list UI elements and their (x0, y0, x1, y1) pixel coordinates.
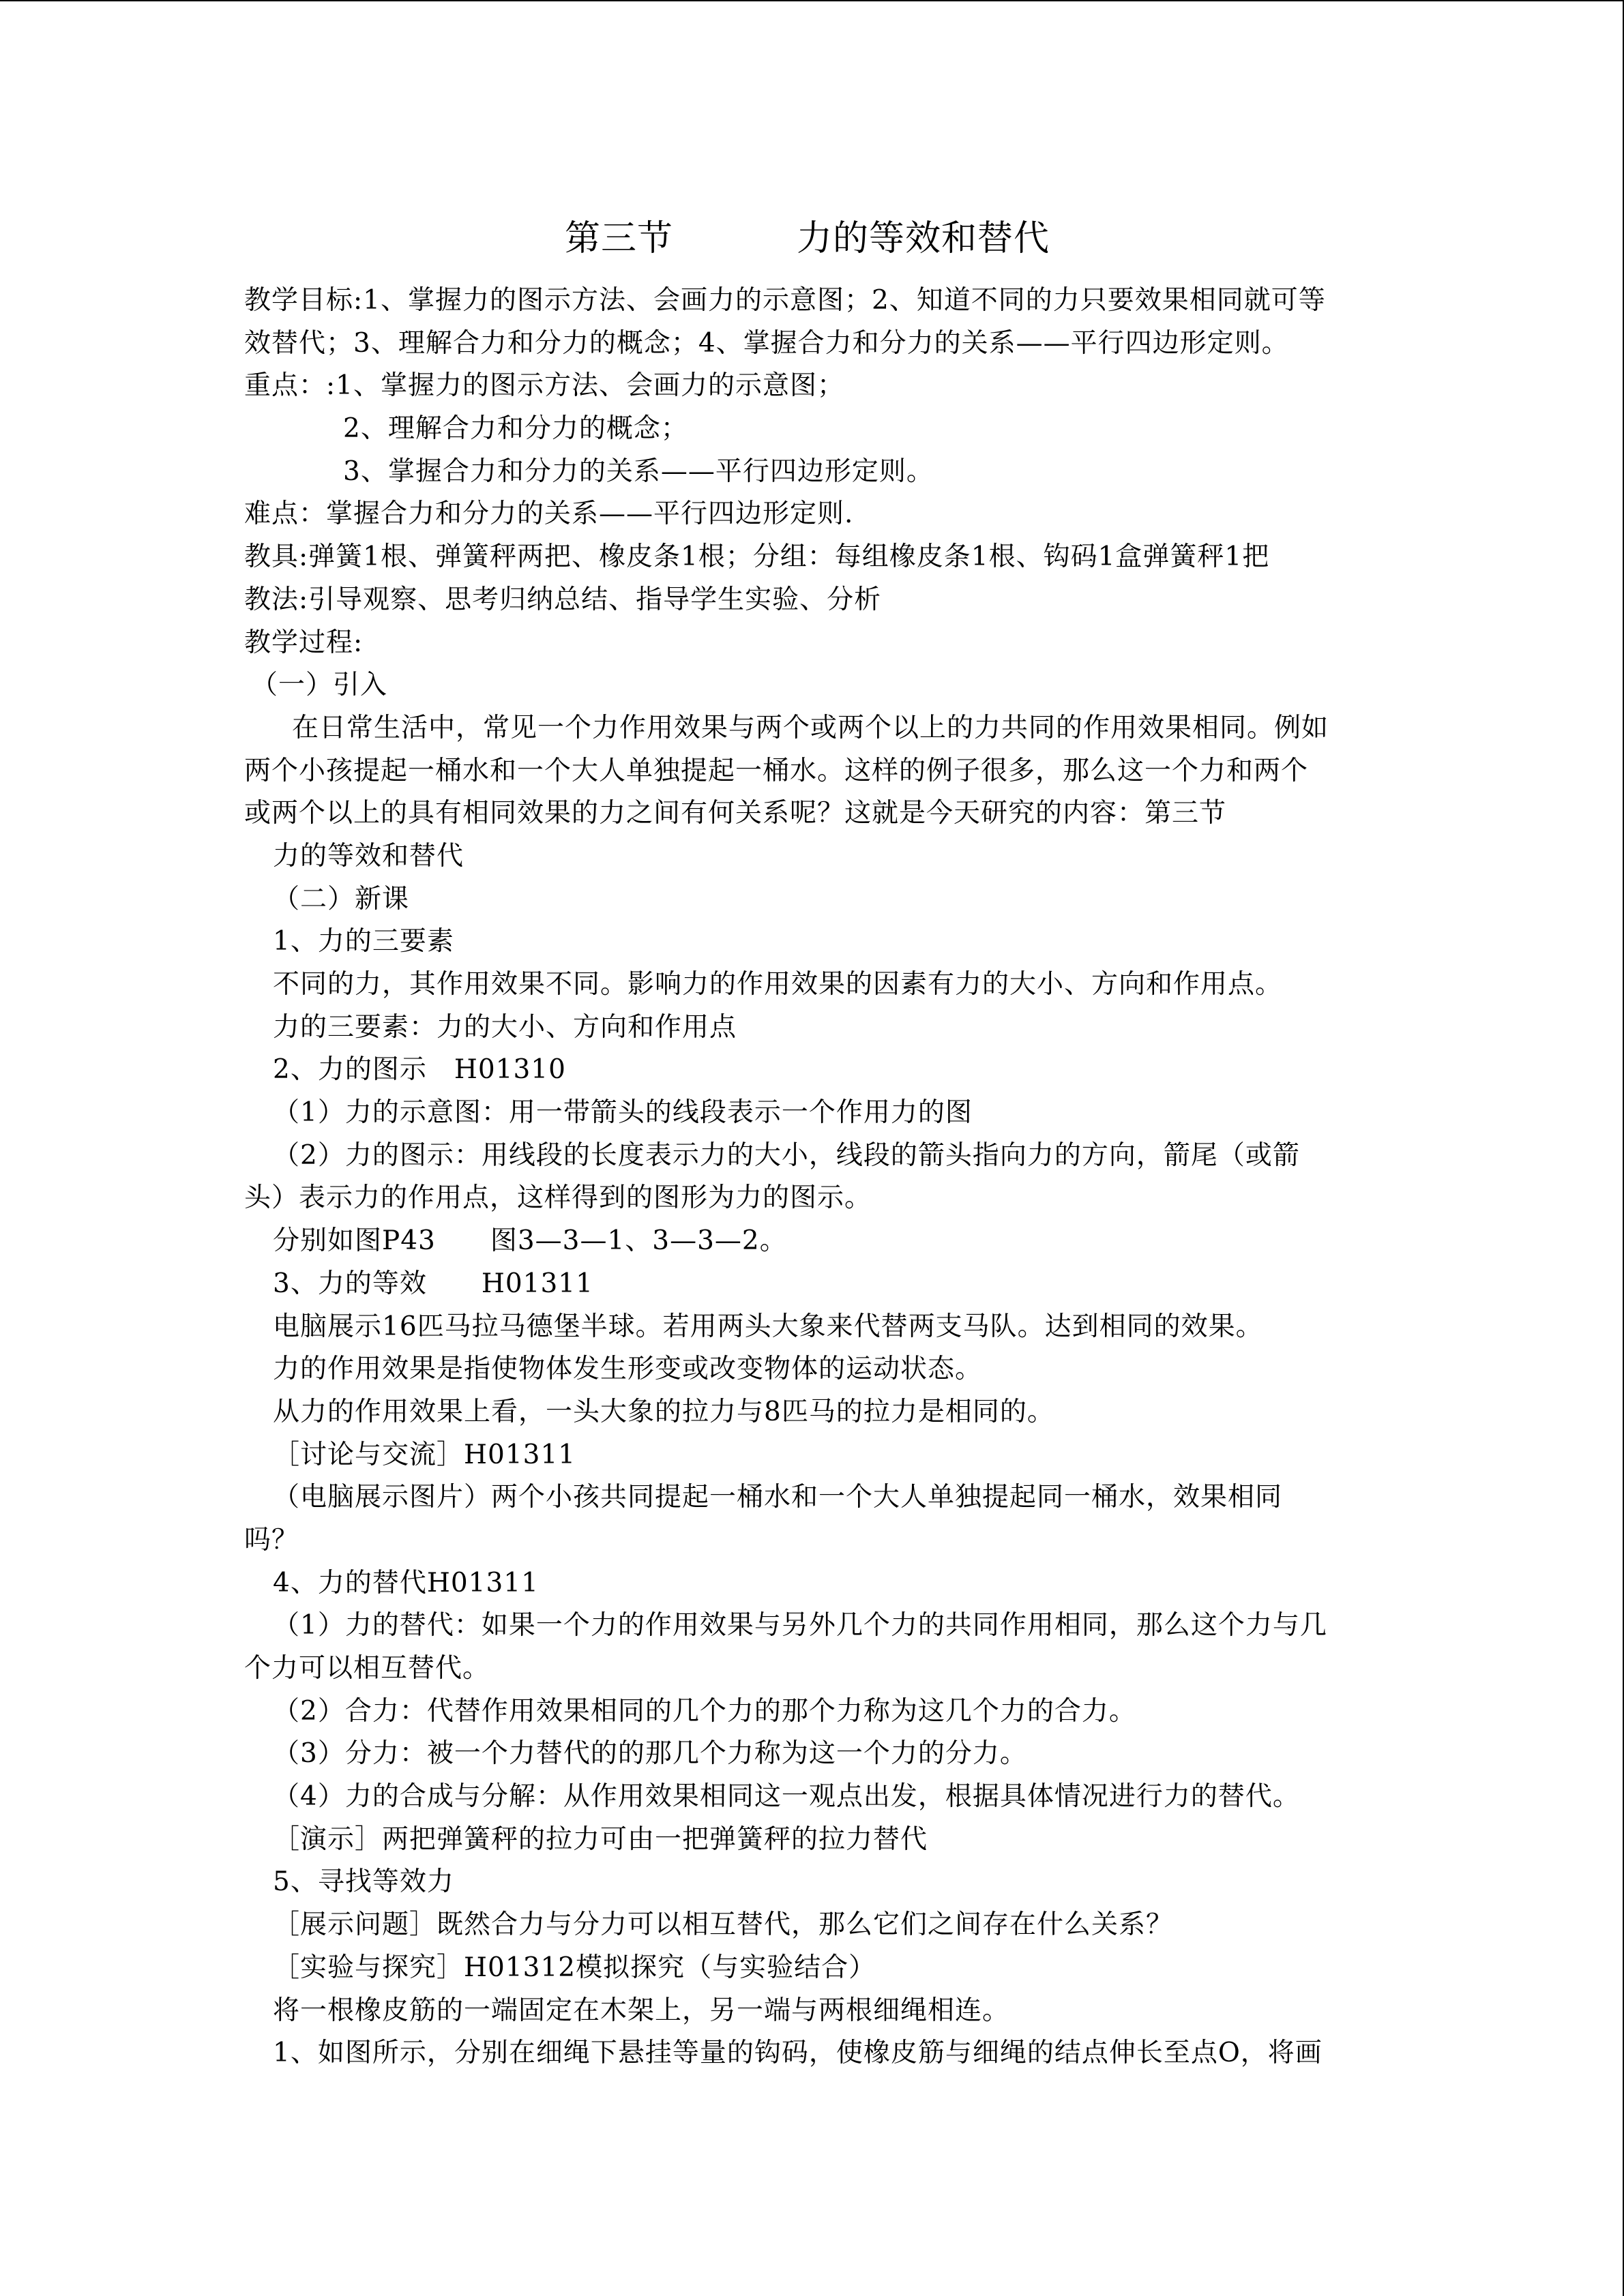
section-2-heading: 2、力的图示 H01310 (273, 1054, 566, 1086)
objectives-line-1: 教学目标:1、掌握力的图示方法、会画力的示意图；2、知道不同的力只要效果相同就可等 (244, 285, 1326, 316)
section-4-heading: 4、力的替代H01311 (273, 1567, 539, 1598)
section-2-item-1: （1）力的示意图：用一带箭头的线段表示一个作用力的图 (273, 1097, 973, 1129)
section-4-item-4: （4）力的合成与分解：从作用效果相同这一观点出发，根据具体情况进行力的替代。 (273, 1781, 1300, 1813)
teaching-method-line: 教法:引导观察、思考归纳总结、指导学生实验、分析 (244, 584, 882, 615)
key-points-line-1: 重点：:1、掌握力的图示方法、会画力的示意图； (244, 370, 844, 402)
section-1-text-2: 力的三要素：力的大小、方向和作用点 (273, 1011, 737, 1043)
intro-paragraph-line-1: 在日常生活中，常见一个力作用效果与两个或两个以上的力共同的作用效果相同。例如 (292, 712, 1329, 743)
experiment-heading: ［实验与探究］H01312模拟探究（与实验结合） (273, 1952, 876, 1983)
section-3-heading: 3、力的等效 H01311 (273, 1268, 593, 1299)
section-1-text-1: 不同的力，其作用效果不同。影响力的作用效果的因素有力的大小、方向和作用点。 (273, 969, 1283, 1000)
key-points-line-2: 2、理解合力和分力的概念； (343, 413, 688, 445)
new-lesson-heading: （二）新课 (273, 883, 410, 914)
intro-paragraph-line-3: 或两个以上的具有相同效果的力之间有何关系呢？这就是今天研究的内容：第三节 (244, 798, 1227, 829)
title-section: 第三节 (565, 218, 674, 259)
discussion-text-line-1: （电脑展示图片）两个小孩共同提起一桶水和一个大人单独提起同一桶水，效果相同 (273, 1482, 1283, 1513)
intro-paragraph-line-2: 两个小孩提起一桶水和一个大人单独提起一桶水。这样的例子很多，那么这一个力和两个 (244, 755, 1309, 786)
objectives-line-2: 效替代；3、理解合力和分力的概念；4、掌握合力和分力的关系——平行四边形定则。 (244, 327, 1289, 359)
demo-line: ［演示］两把弹簧秤的拉力可由一把弹簧秤的拉力替代 (273, 1823, 928, 1855)
section-4-item-2: （2）合力：代替作用效果相同的几个力的那个力称为这几个力的合力。 (273, 1695, 1136, 1727)
problem-line: ［展示问题］既然合力与分力可以相互替代，那么它们之间存在什么关系？ (273, 1909, 1174, 1941)
section-2-item-2-line-1: （2）力的图示：用线段的长度表示力的大小，线段的箭头指向力的方向，箭尾（或箭 (273, 1139, 1300, 1171)
section-3-text-1: 电脑展示16匹马拉马德堡半球。若用两头大象来代替两支马队。达到相同的效果。 (273, 1311, 1263, 1342)
section-4-item-1-line-1: （1）力的替代：如果一个力的作用效果与另外几个力的共同作用相同，那么这个力与几 (273, 1610, 1327, 1641)
section-2-figure-ref: 分别如图P43 图3—3—1、3—3—2。 (273, 1225, 787, 1257)
experiment-text-2: 1、如图所示，分别在细绳下悬挂等量的钩码，使橡皮筋与细绳的结点伸长至点O，将画 (273, 2038, 1323, 2069)
section-4-item-1-line-2: 个力可以相互替代。 (244, 1653, 490, 1684)
discussion-heading: ［讨论与交流］H01311 (273, 1439, 576, 1470)
experiment-text-1: 将一根橡皮筋的一端固定在木架上，另一端与两根细绳相连。 (273, 1995, 1010, 2026)
document-body (244, 280, 1383, 2075)
discussion-text-line-2: 吗？ (244, 1524, 299, 1555)
section-2-item-2-line-2: 头）表示力的作用点，这样得到的图形为力的图示。 (244, 1182, 872, 1214)
key-points-line-3: 3、掌握合力和分力的关系——平行四边形定则。 (343, 456, 934, 487)
process-heading: 教学过程: (244, 627, 364, 658)
section-3-text-3: 从力的作用效果上看，一头大象的拉力与8匹马的拉力是相同的。 (273, 1396, 1054, 1427)
section-1-heading: 1、力的三要素 (273, 926, 454, 957)
section-3-text-2: 力的作用效果是指使物体发生形变或改变物体的运动状态。 (273, 1354, 983, 1385)
teaching-aids-line: 教具:弹簧1根、弹簧秤两把、橡皮条1根；分组：每组橡皮条1根、钩码1盒弹簧秤1把 (244, 541, 1270, 573)
intro-paragraph-line-4: 力的等效和替代 (273, 840, 464, 871)
document-title (244, 208, 1383, 269)
title-topic: 力的等效和替代 (797, 218, 1050, 259)
section-4-item-3: （3）分力：被一个力替代的的那几个力称为这一个力的分力。 (273, 1738, 1027, 1770)
intro-heading: （一）引入 (251, 670, 388, 701)
difficulty-line: 难点：掌握合力和分力的关系——平行四边形定则. (244, 498, 854, 530)
section-5-heading: 5、寻找等效力 (273, 1866, 454, 1898)
